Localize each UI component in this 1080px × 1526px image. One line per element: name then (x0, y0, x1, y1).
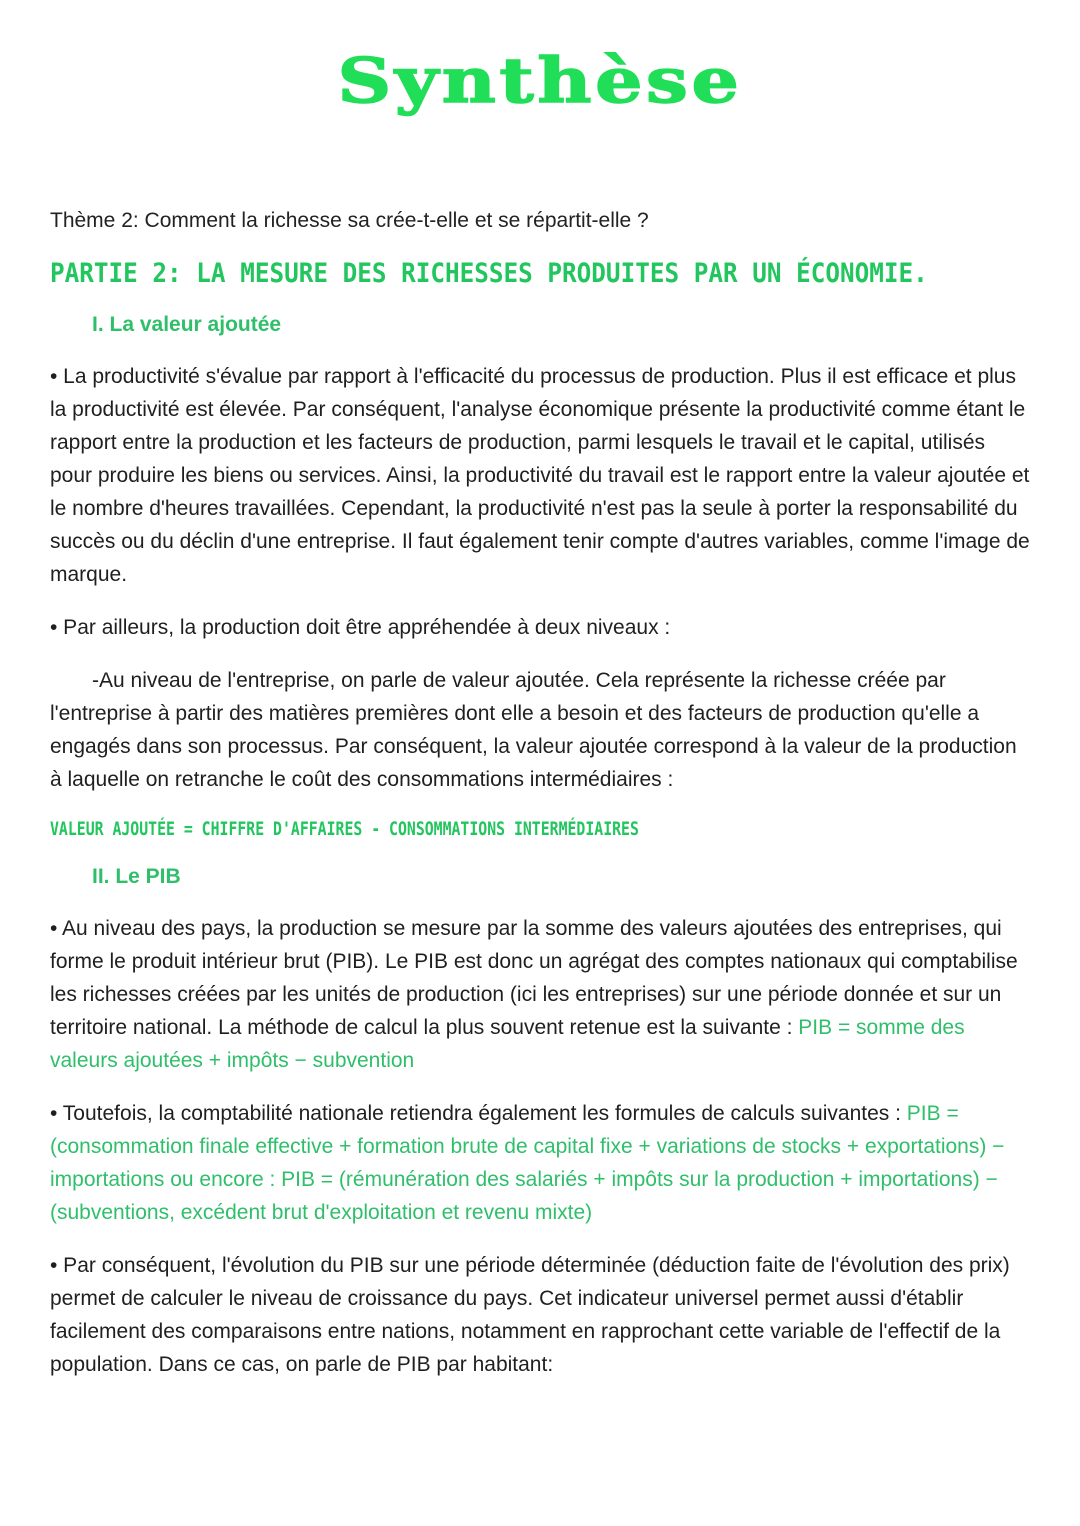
formula-pib-alternatives: PIB = (consommation finale effective + formation brute de capital fixe + variations de stocks + exportations) − importations ou encore : PIB = (rémunération des salariés + impôts sur la production + importations) − (subventions, excédent brut d'exploitation et revenu mixte) (50, 1102, 1005, 1224)
theme-line: Thème 2: Comment la richesse sa crée-t-elle et se répartit-elle ? (50, 209, 649, 232)
paragraph-pib-definition (50, 912, 1030, 1077)
page-title: Synthèse (337, 44, 743, 117)
formula-valeur-ajoutee: VALEUR AJOUTÉE = CHIFFRE D'AFFAIRES - CONSOMMATIONS INTERMÉDIAIRES (50, 818, 639, 840)
part-heading: PARTIE 2: LA MESURE DES RICHESSES PRODUITES PAR UN ÉCONOMIE. (50, 258, 928, 289)
paragraph-pib-evolution: • Par conséquent, l'évolution du PIB sur une période déterminée (déduction faite de l'évolution des prix) permet de calculer le niveau de croissance du pays. Cet indicateur universel permet aussi d'établir facilement des comparaisons entre nations, notamment en rapprochant cette variable de l'effectif de la population. Dans ce cas, on parle de PIB par habitant: (50, 1254, 1010, 1376)
paragraph-niveaux: • Par ailleurs, la production doit être appréhendée à deux niveaux : (50, 616, 671, 639)
paragraph-comptabilite-nationale (50, 1097, 1030, 1229)
section-heading-valeur-ajoutee: I. La valeur ajoutée (92, 313, 282, 336)
paragraph-niveau-entreprise: -Au niveau de l'entreprise, on parle de valeur ajoutée. Cela représente la richesse créée par l'entreprise à partir des matières premières dont elle a besoin et des facteurs de production qu'elle a engagés dans son processus. Par conséquent, la valeur ajoutée correspond à la valeur de la production à laquelle on retranche le coût des consommations intermédiaires : (50, 669, 1017, 791)
paragraph-pib-definition-text: • Au niveau des pays, la production se mesure par la somme des valeurs ajoutées des entreprises, qui forme le produit intérieur brut (PIB). Le PIB est donc un agrégat des comptes nationaux qui comptabilise les richesses créées par les unités de production (ici les entreprises) sur une période donnée et sur un territoire national. La méthode de calcul la plus souvent retenue est la suivante : (50, 917, 1018, 1039)
formula-pib-somme: PIB = somme des valeurs ajoutées + impôts − subvention (50, 1016, 965, 1072)
paragraph-productivite: • La productivité s'évalue par rapport à l'efficacité du processus de production. Plus il est efficace et plus la productivité est élevée. Par conséquent, l'analyse économique présente la productivité comme étant le rapport entre la production et les facteurs de production, parmi lesquels le travail et le capital, utilisés pour produire les biens ou services. Ainsi, la productivité du travail est le rapport entre la valeur ajoutée et le nombre d'heures travaillées. Cependant, la productivité n'est pas la seule à porter la responsabilité du succès ou du déclin d'une entreprise. Il faut également tenir compte d'autres variables, comme l'image de marque. (50, 365, 1030, 586)
section-heading-pib: II. Le PIB (92, 865, 181, 888)
paragraph-comptabilite-nationale-text: • Toutefois, la comptabilité nationale retiendra également les formules de calculs suivantes : (50, 1102, 907, 1125)
